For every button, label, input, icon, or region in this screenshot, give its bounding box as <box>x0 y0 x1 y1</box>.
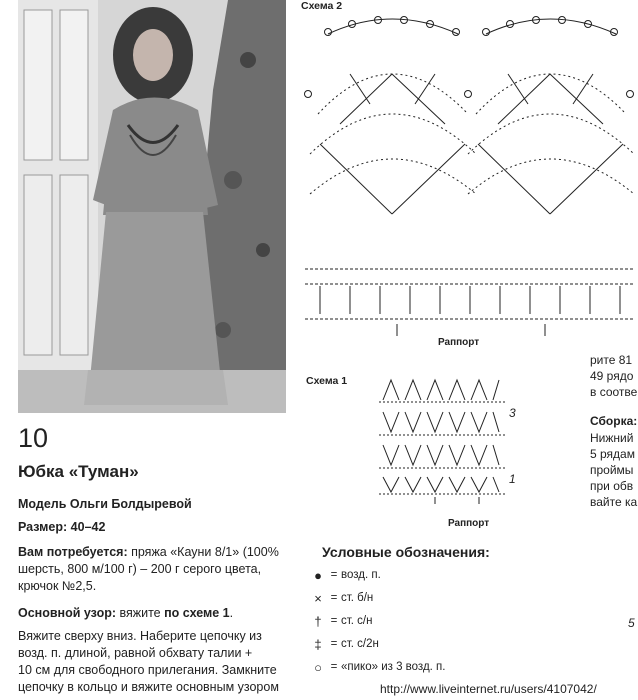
instructions-paragraph <box>18 628 294 696</box>
size-value: 40–42 <box>70 520 106 534</box>
needs-line-2: шерсть, 800 м/100 г) – 200 г серого цвета, <box>18 562 262 576</box>
materials-paragraph <box>18 544 294 595</box>
schema2-rapport: Раппорт <box>438 337 480 348</box>
main-pattern-line <box>18 605 294 622</box>
side-text-top: рите 81 49 рядо в соотве <box>590 353 638 399</box>
legend-item: † = ст. с/н <box>309 612 372 630</box>
treble-crochet-icon: ‡ <box>314 636 322 652</box>
side-heading: Сборка: <box>590 414 638 428</box>
author-line: Модель Ольги Болдыревой <box>18 497 192 511</box>
body-line-1: Вяжите сверху вниз. Наберите цепочку из <box>18 629 262 643</box>
size-line <box>18 519 294 536</box>
legend-item: × = ст. б/н <box>309 589 373 607</box>
body-line-2: возд. п. длиной, равной обхвату талии + <box>18 646 253 660</box>
schema1-row-3: 3 <box>509 406 516 420</box>
body-line-4: цепочку в кольцо и вяжите основным узором <box>18 680 279 694</box>
schema2-label: Схема 2 <box>301 0 343 12</box>
schema2-diagram <box>300 14 638 336</box>
model-photo <box>18 0 286 413</box>
needs-line-3: крючок №2,5. <box>18 579 97 593</box>
schema1-rapport: Раппорт <box>448 518 490 529</box>
page-number: 5 <box>628 616 635 630</box>
picot-icon: ○ <box>314 659 322 675</box>
needs-line-1: пряжа «Кауни 8/1» (100% <box>127 545 279 559</box>
body-line-3: 10 см для свободного прилегания. Замкните <box>18 663 277 677</box>
legend-item: ‡ = ст. с/2н <box>309 635 379 653</box>
pattern-bold: по схеме 1 <box>164 606 230 620</box>
single-crochet-icon: × <box>314 590 322 606</box>
pattern-text: вяжите <box>116 606 165 620</box>
pattern-label: Основной узор: <box>18 606 117 620</box>
watermark-url: http://www.liveinternet.ru/users/4107042/ <box>380 682 597 696</box>
double-crochet-icon: † <box>314 613 322 629</box>
schema1-diagram <box>375 372 515 504</box>
pattern-number: 10 <box>18 423 49 453</box>
pattern-end: . <box>229 606 234 620</box>
schema1-label: Схема 1 <box>306 375 348 387</box>
side-text-bottom: Нижний 5 рядам проймы при обв вайте ка <box>590 431 638 509</box>
legend-item: ○ = «пико» из 3 возд. п. <box>309 658 445 676</box>
chain-stitch-icon: ● <box>314 567 322 583</box>
article-title: Юбка «Туман» <box>18 462 139 481</box>
legend-title: Условные обозначения: <box>322 544 490 560</box>
legend-item: ● = возд. п. <box>309 566 381 584</box>
needs-label: Вам потребуется: <box>18 545 128 559</box>
schema1-row-1: 1 <box>509 472 516 486</box>
size-label: Размер: <box>18 520 68 534</box>
